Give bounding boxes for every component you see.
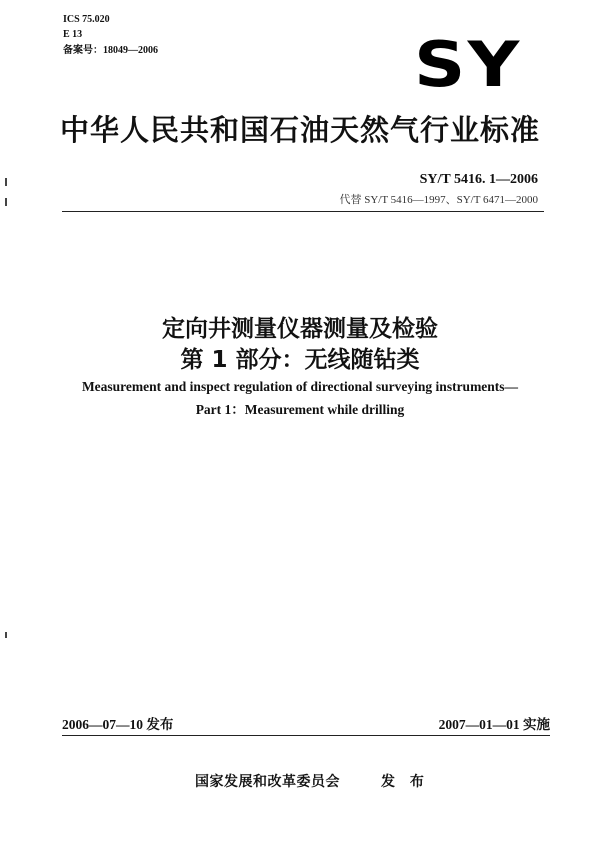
ics-code: ICS 75.020 xyxy=(63,14,110,25)
classification-code: E 13 xyxy=(63,29,83,40)
document-title-en: Measurement and inspect regulation of directional surveying instruments— xyxy=(81,379,519,394)
standard-category-title: 中华人民共和国石油天然气行业标准 xyxy=(59,113,540,147)
standard-number: SY/T 5416. 1—2006 xyxy=(419,172,538,187)
document-title-cn: 定向井测量仪器测量及检验 xyxy=(162,316,438,342)
top-divider xyxy=(62,211,544,212)
scan-mark xyxy=(5,178,7,186)
issue-date: 2006—07—10 发布 xyxy=(62,717,174,732)
scan-mark xyxy=(5,632,7,638)
replaces-note: 代替 SY/T 5416—1997、SY/T 6471—2000 xyxy=(339,194,538,206)
publish-label: 发 布 xyxy=(381,774,429,790)
record-number: 备案号：18049—2006 xyxy=(63,45,158,56)
document-subtitle-cn: 第 1 部分：无线随钻类 xyxy=(180,347,420,373)
document-subtitle-en: Part 1：Measurement while drilling xyxy=(195,402,405,417)
implementation-date: 2007—01—01 实施 xyxy=(438,717,550,732)
sy-logo: SY xyxy=(414,28,522,101)
scan-mark xyxy=(5,198,7,206)
bottom-divider xyxy=(62,735,550,736)
issuing-authority: 国家发展和改革委员会 xyxy=(195,774,340,790)
